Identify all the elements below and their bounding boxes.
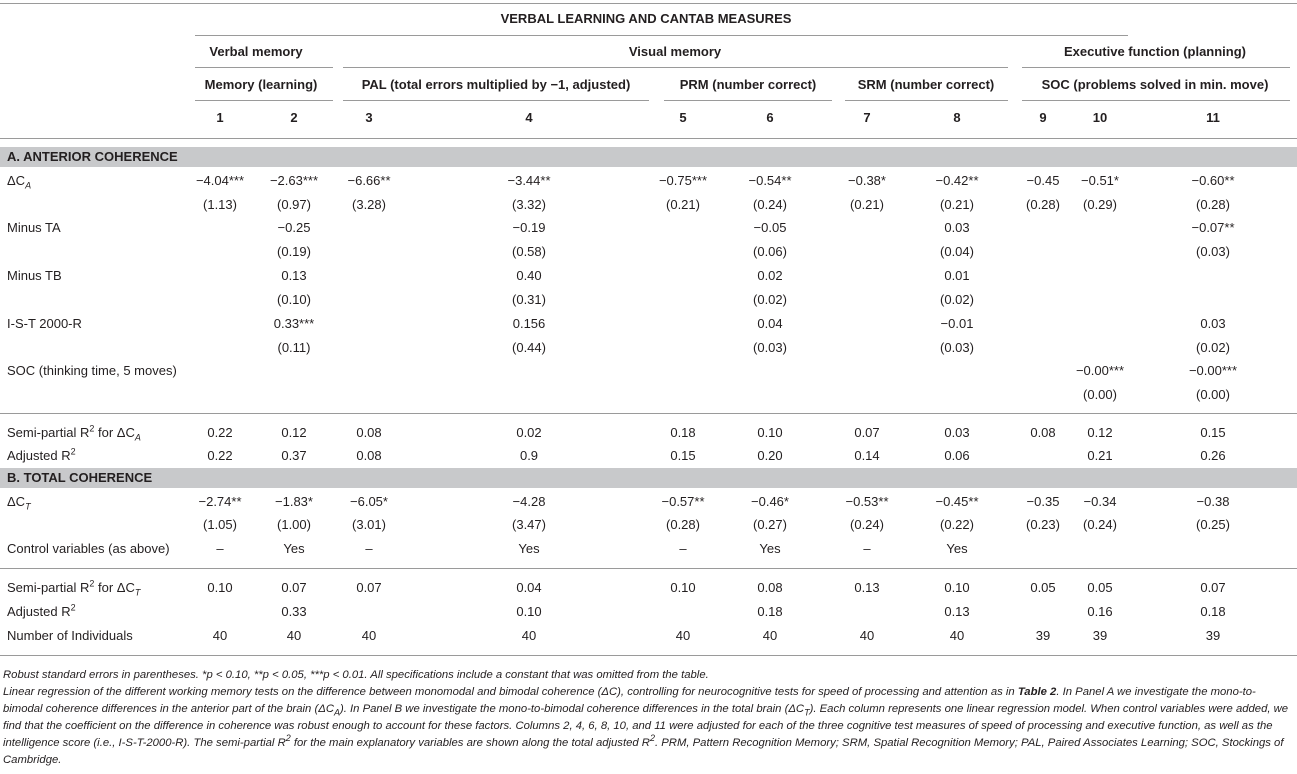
table-cell: −0.25 <box>277 220 311 235</box>
table-cell: 0.04 <box>757 316 783 331</box>
table-cell: (0.28) <box>666 517 700 532</box>
table-cell: (0.06) <box>753 244 787 259</box>
column-number: 6 <box>766 110 774 125</box>
table-cell: 39 <box>1035 628 1051 643</box>
table-cell: −3.44** <box>507 173 551 188</box>
table-cell: 40 <box>521 628 537 643</box>
table-cell: 0.13 <box>854 580 880 595</box>
pal-rule <box>343 100 649 101</box>
column-number: 10 <box>1092 110 1108 125</box>
table-cell: (3.28) <box>352 197 386 212</box>
table-cell: 0.10 <box>757 425 783 440</box>
table-cell: −6.05* <box>350 494 388 509</box>
table-cell: (0.97) <box>277 197 311 212</box>
verbal-memory-rule <box>195 67 333 68</box>
row-label: $\Delta C_A$ <box>7 173 32 191</box>
table-cell: −0.53** <box>845 494 889 509</box>
column-number: 8 <box>953 110 961 125</box>
row-label: SOC (thinking time, 5 moves) <box>7 363 177 378</box>
subgroup-memory-learning: Memory (learning) <box>204 77 318 92</box>
table-cell: (0.04) <box>940 244 974 259</box>
table-cell: 39 <box>1092 628 1108 643</box>
table-cell: 0.12 <box>281 425 307 440</box>
panel-b-title: B. TOTAL COHERENCE <box>7 470 153 485</box>
table-bottom-rule <box>0 655 1297 656</box>
table-cell: 0.15 <box>670 448 696 463</box>
table-cell: (0.58) <box>512 244 546 259</box>
table-cell: 0.40 <box>516 268 542 283</box>
subgroup-pal: PAL (total errors multiplied by −1, adjusted) <box>361 77 631 92</box>
prm-rule <box>664 100 832 101</box>
table-cell: (0.27) <box>753 517 787 532</box>
footnotes <box>3 667 1293 769</box>
panel-a-title: A. ANTERIOR COHERENCE <box>7 149 178 164</box>
table-cell: 0.01 <box>944 268 970 283</box>
table-cell: 40 <box>949 628 965 643</box>
table-cell: 0.22 <box>207 448 233 463</box>
super-title: VERBAL LEARNING AND CANTAB MEASURES <box>500 11 792 26</box>
row-label: Control variables (as above) <box>7 541 170 556</box>
group-executive-function: Executive function (planning) <box>1063 44 1247 59</box>
table-cell: −0.54** <box>748 173 792 188</box>
footnote-significance: Robust standard errors in parentheses. *p < 0.10, **p < 0.05, ***p < 0.01. All specifications include a constant that was omitted from the table. <box>3 669 709 681</box>
table-cell: 0.05 <box>1030 580 1056 595</box>
column-number: 7 <box>863 110 871 125</box>
table-cell: (0.03) <box>940 340 974 355</box>
table-cell: (0.31) <box>512 292 546 307</box>
table-cell: – <box>365 541 373 556</box>
table-cell: (0.44) <box>512 340 546 355</box>
table-cell: 0.08 <box>757 580 783 595</box>
table-cell: (0.11) <box>277 340 311 355</box>
header-bottom-rule <box>0 138 1297 139</box>
table-cell: 0.04 <box>516 580 542 595</box>
executive-function-rule <box>1022 67 1290 68</box>
subgroup-prm: PRM (number correct) <box>679 77 817 92</box>
row-label: Minus TB <box>7 268 62 283</box>
table-cell: 0.05 <box>1087 580 1113 595</box>
table-cell: −0.00*** <box>1188 363 1238 378</box>
table-cell: 0.07 <box>281 580 307 595</box>
table-cell: (1.13) <box>203 197 237 212</box>
table-cell: 0.10 <box>670 580 696 595</box>
table-cell: −0.60** <box>1191 173 1235 188</box>
table-cell: 39 <box>1205 628 1221 643</box>
table-cell: 0.15 <box>1200 425 1226 440</box>
table-cell: 0.03 <box>944 220 970 235</box>
super-title-rule <box>195 35 1128 36</box>
table-cell: Yes <box>283 541 305 556</box>
table-cell: −0.75*** <box>658 173 708 188</box>
table-cell: 0.03 <box>944 425 970 440</box>
subgroup-soc: SOC (problems solved in min. move) <box>1041 77 1269 92</box>
table-cell: −0.01 <box>940 316 974 331</box>
group-verbal-memory: Verbal memory <box>209 44 303 59</box>
table-cell: −0.34 <box>1083 494 1117 509</box>
table-cell: 0.13 <box>944 604 970 619</box>
table-cell: – <box>863 541 871 556</box>
table-cell: (0.03) <box>1196 244 1230 259</box>
table-cell: (0.03) <box>753 340 787 355</box>
table-cell: (0.00) <box>1083 387 1117 402</box>
column-number: 1 <box>216 110 224 125</box>
table-cell: 0.26 <box>1200 448 1226 463</box>
table-cell: (0.02) <box>1196 340 1230 355</box>
table-cell: 0.10 <box>516 604 542 619</box>
visual-memory-rule <box>343 67 1008 68</box>
table-cell: −0.57** <box>661 494 705 509</box>
table-cell: (0.24) <box>1083 517 1117 532</box>
table-cell: (3.47) <box>512 517 546 532</box>
table-cell: −6.66** <box>347 173 391 188</box>
table-cell: (0.21) <box>850 197 884 212</box>
table-cell: – <box>679 541 687 556</box>
table-cell: 0.06 <box>944 448 970 463</box>
table-cell: −0.42** <box>935 173 979 188</box>
column-number: 5 <box>679 110 687 125</box>
table-cell: (0.19) <box>277 244 311 259</box>
table-cell: (0.28) <box>1026 197 1060 212</box>
table-cell: 0.12 <box>1087 425 1113 440</box>
table-cell: 0.14 <box>854 448 880 463</box>
column-number: 4 <box>525 110 533 125</box>
table-cell: −0.51* <box>1081 173 1119 188</box>
table-cell: −0.35 <box>1026 494 1060 509</box>
table-top-rule <box>0 3 1297 4</box>
table-cell: (0.29) <box>1083 197 1117 212</box>
table-cell: (0.25) <box>1196 517 1230 532</box>
soc-rule <box>1022 100 1290 101</box>
row-label: Adjusted $R^2$ <box>7 446 76 463</box>
table-cell: 0.07 <box>854 425 880 440</box>
table-cell: 0.10 <box>944 580 970 595</box>
table-cell: 40 <box>361 628 377 643</box>
table-cell: −0.00*** <box>1075 363 1125 378</box>
table-cell: −0.38* <box>848 173 886 188</box>
table-cell: (0.21) <box>666 197 700 212</box>
table-cell: 0.08 <box>356 448 382 463</box>
table-cell: 0.16 <box>1087 604 1113 619</box>
table-cell: 0.07 <box>356 580 382 595</box>
table-cell: 0.18 <box>1200 604 1226 619</box>
table-cell: 0.33*** <box>273 316 315 331</box>
table-cell: 0.08 <box>1030 425 1056 440</box>
column-number: 3 <box>365 110 373 125</box>
table-cell: 0.02 <box>757 268 783 283</box>
table-cell: (0.22) <box>940 517 974 532</box>
row-label: $\Delta C_T$ <box>7 494 31 512</box>
table-cell: 0.10 <box>207 580 233 595</box>
table-cell: (0.24) <box>753 197 787 212</box>
table-cell: (0.24) <box>850 517 884 532</box>
table-cell: (0.00) <box>1196 387 1230 402</box>
table-cell: 0.07 <box>1200 580 1226 595</box>
table-cell: 0.18 <box>757 604 783 619</box>
table-cell: −0.19 <box>512 220 546 235</box>
panel-a-band <box>0 147 1297 167</box>
group-visual-memory: Visual memory <box>628 44 722 59</box>
table-cell: 0.37 <box>281 448 307 463</box>
row-label: Number of Individuals <box>7 628 133 643</box>
table-cell: (0.23) <box>1026 517 1060 532</box>
row-label: Semi-partial $R^2$ for $\Delta C_T$ <box>7 578 141 598</box>
table-cell: −1.83* <box>275 494 313 509</box>
srm-rule <box>845 100 1008 101</box>
table-cell: 0.20 <box>757 448 783 463</box>
table-cell: 0.13 <box>281 268 307 283</box>
table-cell: (0.02) <box>753 292 787 307</box>
table-cell: 0.156 <box>512 316 546 331</box>
table-cell: −0.05 <box>753 220 787 235</box>
table-2-link[interactable]: Table 2 <box>1017 686 1057 698</box>
table-cell: 40 <box>675 628 691 643</box>
subgroup-srm: SRM (number correct) <box>857 77 995 92</box>
table-cell: Yes <box>946 541 968 556</box>
panel-b-band <box>0 468 1297 488</box>
table-cell: −0.45** <box>935 494 979 509</box>
column-number: 2 <box>290 110 298 125</box>
column-number: 11 <box>1206 110 1220 125</box>
table-cell: (0.02) <box>940 292 974 307</box>
table-cell: 40 <box>762 628 778 643</box>
table-cell: (0.21) <box>940 197 974 212</box>
footnote-description: Linear regression of the different working memory tests on the difference between monomodal and bimodal coherence (ΔC), controlling for neurocognitive tests for speed of processing and attention as in Table 2. In Panel A we investigate the mono-to-bimodal coherence differences in the anterior part of the brain $(\Delta C_A)$. In Panel B we investigate the mono-to-bimodal coherence differences in the total brain $(\Delta C_T)$. Each column represents one linear regression model. When control variables were added, we find that the coefficient on the difference in coherence was robust enough to account for these factors. Columns 2, 4, 6, 8, 10, and 11 were adjusted for each of the three cognitive test measures of speed of processing and executive function, as well as the intelligence score (i.e., I-S-T-2000-R). The semi-partial $R^2$ for the main explanatory variables are shown along the total adjusted $R^2$. PRM, Pattern Recognition Memory; SRM, Spatial Recognition Memory; PAL, Paired Associates Learning; SOC, Stockings of Cambridge. <box>3 686 1289 766</box>
table-cell: −0.07** <box>1191 220 1235 235</box>
table-cell: −2.63*** <box>269 173 319 188</box>
table-cell: 0.22 <box>207 425 233 440</box>
panel-b-divider <box>0 568 1297 569</box>
table-cell: (0.28) <box>1196 197 1230 212</box>
table-cell: −0.45 <box>1026 173 1060 188</box>
table-cell: – <box>216 541 224 556</box>
row-label: Adjusted $R^2$ <box>7 602 76 619</box>
table-cell: (1.00) <box>277 517 311 532</box>
table-cell: −0.46* <box>751 494 789 509</box>
memory-learning-rule <box>195 100 333 101</box>
row-label: Semi-partial $R^2$ for $\Delta C_A$ <box>7 423 141 443</box>
table-cell: 0.02 <box>516 425 542 440</box>
table-cell: Yes <box>518 541 540 556</box>
table-cell: 0.03 <box>1200 316 1226 331</box>
panel-a-divider <box>0 413 1297 414</box>
table-cell: 40 <box>859 628 875 643</box>
table-cell: 40 <box>212 628 228 643</box>
table-cell: (3.32) <box>512 197 546 212</box>
row-label: Minus TA <box>7 220 61 235</box>
row-label: I-S-T 2000-R <box>7 316 82 331</box>
table-cell: −2.74** <box>198 494 242 509</box>
table-cell: −4.28 <box>512 494 546 509</box>
table-cell: −4.04*** <box>195 173 245 188</box>
table-cell: (3.01) <box>352 517 386 532</box>
table-cell: (0.10) <box>277 292 311 307</box>
table-cell: 40 <box>286 628 302 643</box>
table-cell: (1.05) <box>203 517 237 532</box>
table-cell: 0.9 <box>519 448 539 463</box>
table-cell: 0.33 <box>281 604 307 619</box>
column-number: 9 <box>1039 110 1047 125</box>
table-cell: Yes <box>759 541 781 556</box>
table-cell: 0.18 <box>670 425 696 440</box>
table-cell: 0.08 <box>356 425 382 440</box>
table-cell: −0.38 <box>1196 494 1230 509</box>
table-cell: 0.21 <box>1087 448 1113 463</box>
